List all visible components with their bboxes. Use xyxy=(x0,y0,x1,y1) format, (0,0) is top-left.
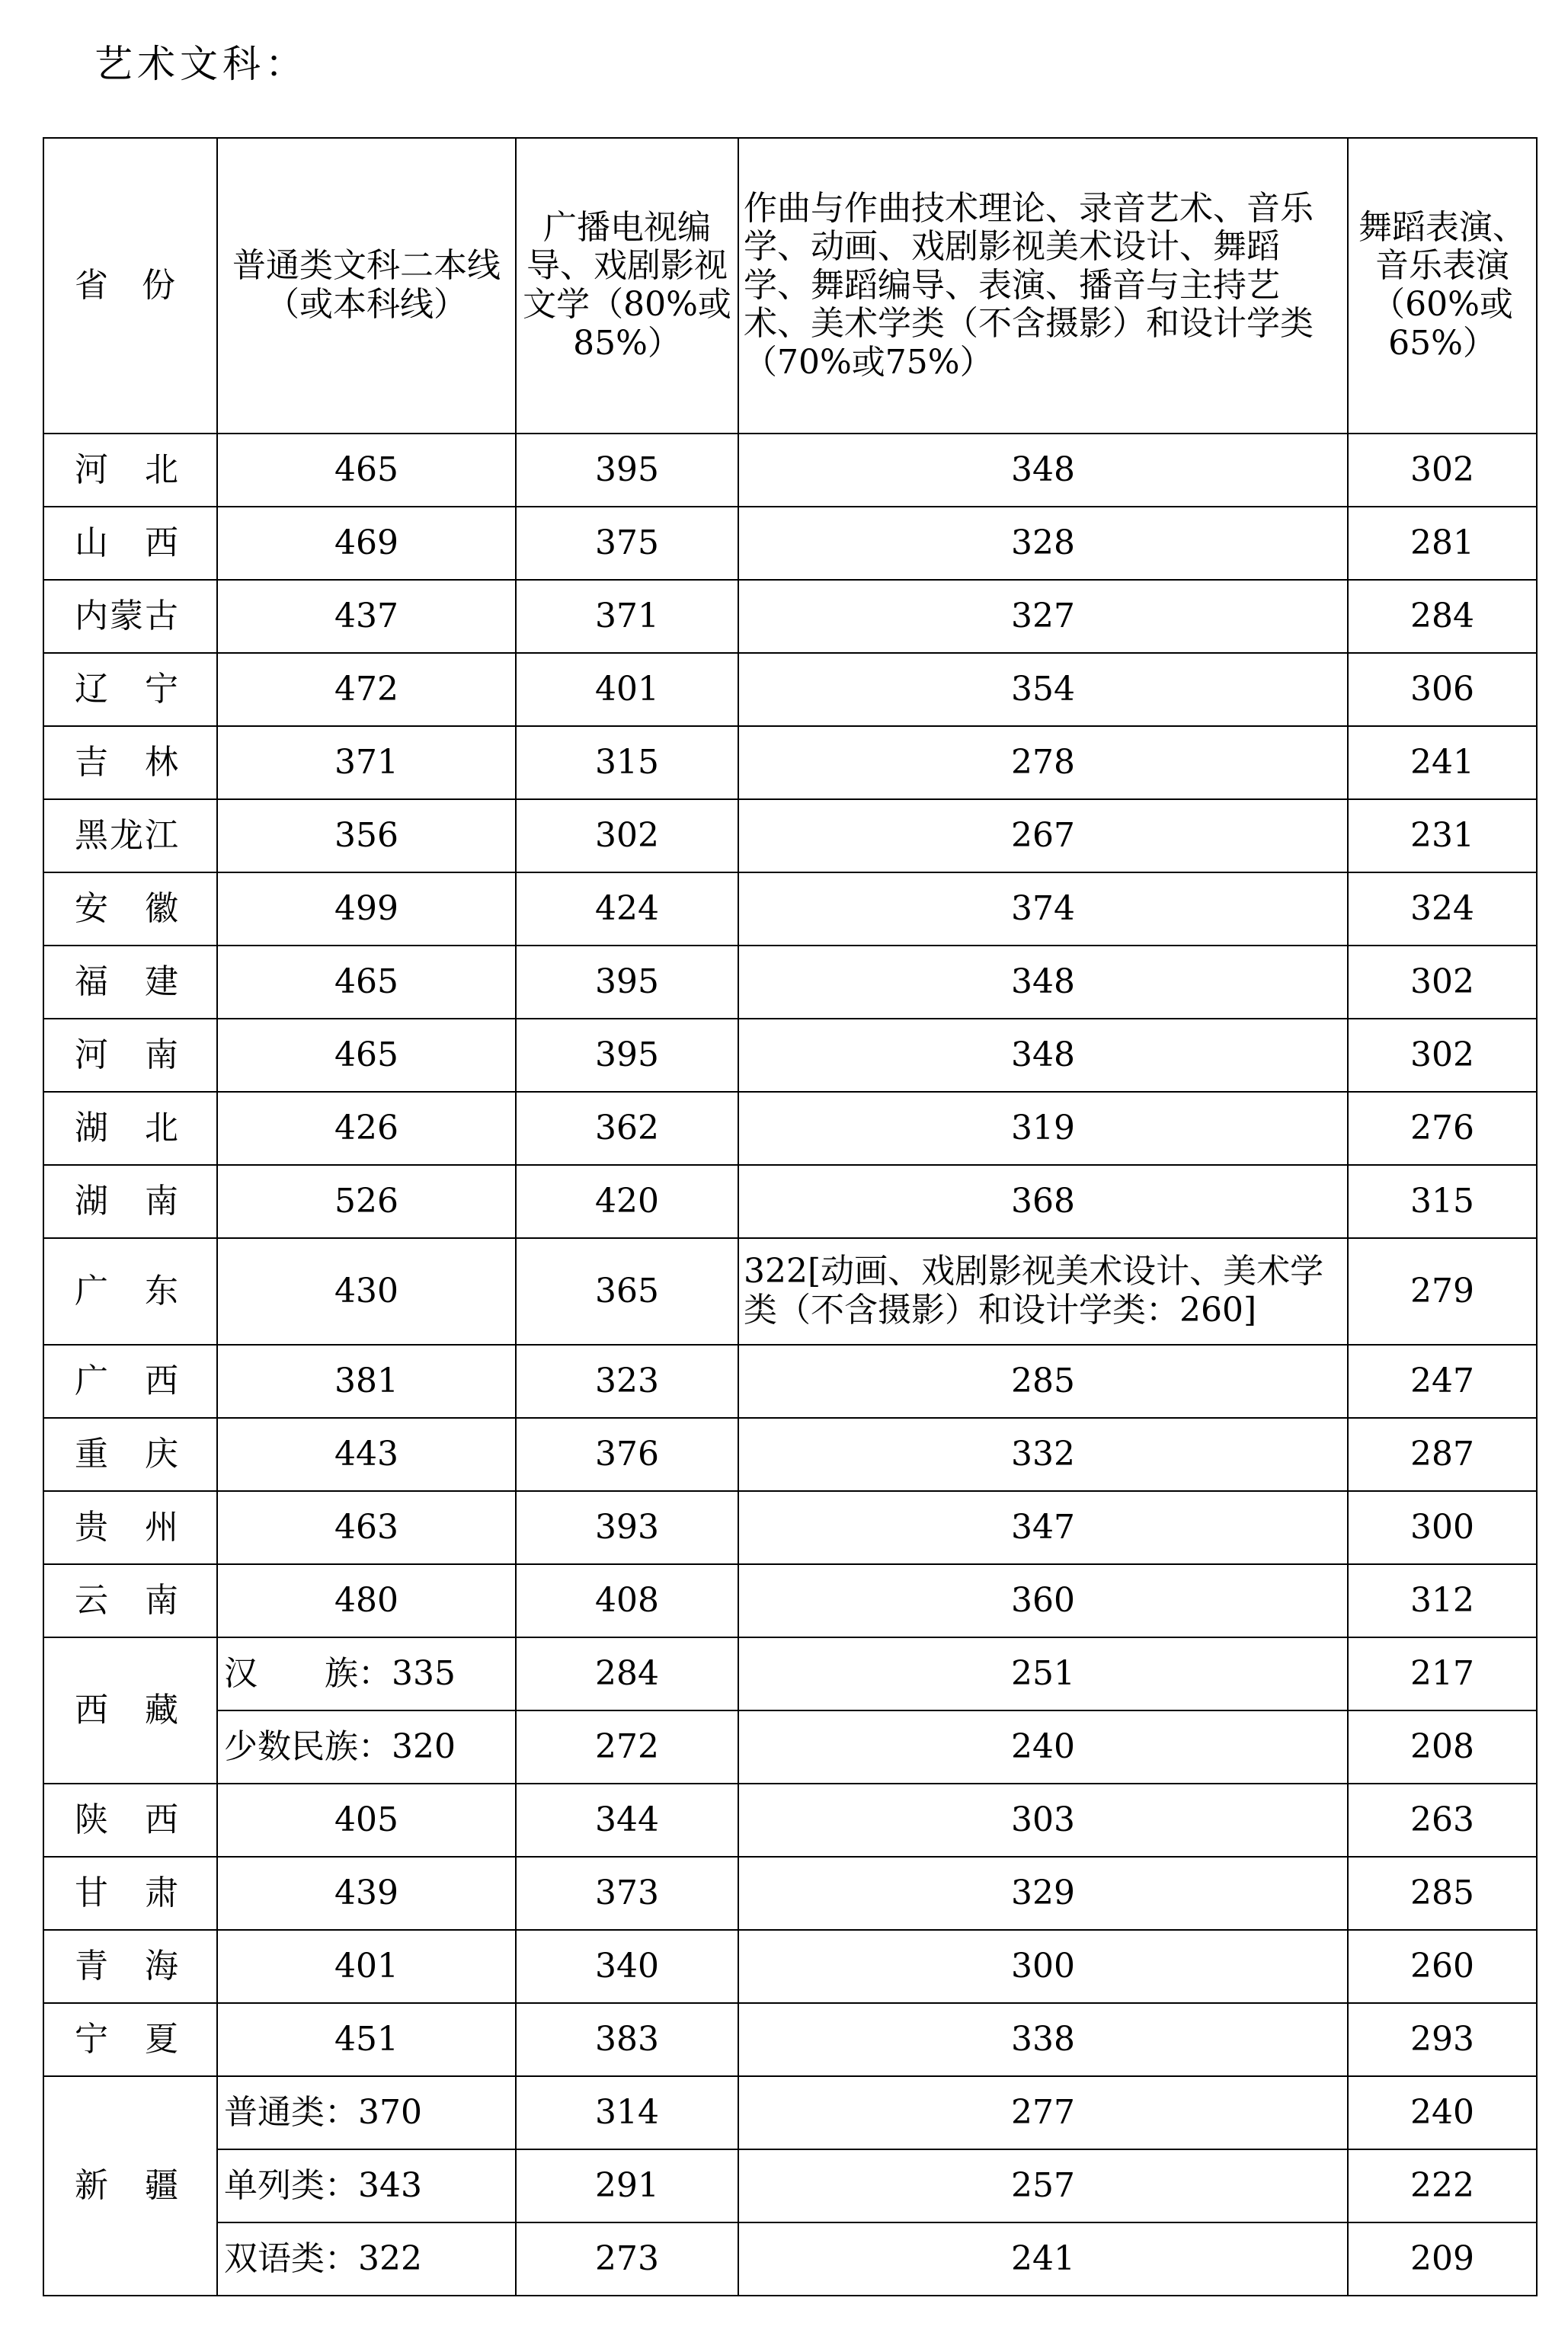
table-row xyxy=(43,1857,1537,1930)
col2-cell: 376 xyxy=(516,1418,738,1491)
col2-cell: 323 xyxy=(516,1345,738,1418)
col1-cell: 465 xyxy=(217,434,516,507)
col2-cell: 420 xyxy=(516,1165,738,1238)
col3-cell: 303 xyxy=(738,1784,1348,1857)
table-row xyxy=(43,872,1537,946)
col3-cell: 251 xyxy=(738,1637,1348,1710)
col2-cell: 273 xyxy=(516,2222,738,2296)
col1-cell: 汉 族：335 xyxy=(217,1637,516,1710)
table-row xyxy=(43,434,1537,507)
col1-cell: 465 xyxy=(217,946,516,1019)
province-cell: 山 西 xyxy=(43,507,217,580)
table-row xyxy=(43,1019,1537,1092)
table-row xyxy=(43,1637,1537,1710)
col3-cell: 327 xyxy=(738,580,1348,653)
col1-cell: 480 xyxy=(217,1564,516,1637)
province-cell: 黑龙江 xyxy=(43,799,217,872)
col3-cell: 267 xyxy=(738,799,1348,872)
province-cell: 辽 宁 xyxy=(43,653,217,726)
header-col4: 舞蹈表演、音乐表演（60%或65%） xyxy=(1348,138,1537,434)
table-row xyxy=(43,1710,1537,1784)
col1-cell: 463 xyxy=(217,1491,516,1564)
col1-cell: 普通类：370 xyxy=(217,2076,516,2149)
col4-cell: 231 xyxy=(1348,799,1537,872)
table-row xyxy=(43,1418,1537,1491)
col1-cell: 526 xyxy=(217,1165,516,1238)
province-cell: 河 南 xyxy=(43,1019,217,1092)
col2-cell: 314 xyxy=(516,2076,738,2149)
col4-cell: 208 xyxy=(1348,1710,1537,1784)
col2-cell: 371 xyxy=(516,580,738,653)
province-cell: 湖 南 xyxy=(43,1165,217,1238)
col3-cell: 328 xyxy=(738,507,1348,580)
col2-cell: 340 xyxy=(516,1930,738,2003)
col1-cell: 少数民族：320 xyxy=(217,1710,516,1784)
col4-cell: 276 xyxy=(1348,1092,1537,1165)
col4-cell: 263 xyxy=(1348,1784,1537,1857)
col4-cell: 279 xyxy=(1348,1238,1537,1345)
col3-cell: 348 xyxy=(738,434,1348,507)
col2-cell: 291 xyxy=(516,2149,738,2222)
col3-cell: 374 xyxy=(738,872,1348,946)
col1-cell: 499 xyxy=(217,872,516,946)
page-title: 艺术文科： xyxy=(94,42,308,86)
col4-cell: 287 xyxy=(1348,1418,1537,1491)
table-row xyxy=(43,507,1537,580)
col1-cell: 381 xyxy=(217,1345,516,1418)
col3-cell: 332 xyxy=(738,1418,1348,1491)
col2-cell: 395 xyxy=(516,434,738,507)
province-cell: 贵 州 xyxy=(43,1491,217,1564)
header-col2: 广播电视编导、戏剧影视文学（80%或85%） xyxy=(516,138,738,434)
score-table xyxy=(43,137,1538,2296)
province-cell: 吉 林 xyxy=(43,726,217,799)
col2-cell: 393 xyxy=(516,1491,738,1564)
col1-cell: 472 xyxy=(217,653,516,726)
col3-cell: 277 xyxy=(738,2076,1348,2149)
col2-cell: 302 xyxy=(516,799,738,872)
col3-cell: 360 xyxy=(738,1564,1348,1637)
header-col1: 普通类文科二本线（或本科线） xyxy=(217,138,516,434)
col2-cell: 344 xyxy=(516,1784,738,1857)
col4-cell: 247 xyxy=(1348,1345,1537,1418)
col1-cell: 437 xyxy=(217,580,516,653)
province-cell: 广 西 xyxy=(43,1345,217,1418)
col4-cell: 285 xyxy=(1348,1857,1537,1930)
header-province: 省 份 xyxy=(43,138,217,434)
col1-cell: 双语类：322 xyxy=(217,2222,516,2296)
col2-cell: 272 xyxy=(516,1710,738,1784)
province-cell: 湖 北 xyxy=(43,1092,217,1165)
table-row xyxy=(43,726,1537,799)
table-row xyxy=(43,1564,1537,1637)
col4-cell: 312 xyxy=(1348,1564,1537,1637)
province-cell: 云 南 xyxy=(43,1564,217,1637)
province-cell: 广 东 xyxy=(43,1238,217,1345)
col4-cell: 306 xyxy=(1348,653,1537,726)
col1-cell: 426 xyxy=(217,1092,516,1165)
table-row xyxy=(43,1345,1537,1418)
province-cell: 河 北 xyxy=(43,434,217,507)
table-row xyxy=(43,2003,1537,2076)
col3-cell: 241 xyxy=(738,2222,1348,2296)
province-cell: 重 庆 xyxy=(43,1418,217,1491)
col2-cell: 401 xyxy=(516,653,738,726)
col4-cell: 241 xyxy=(1348,726,1537,799)
col2-cell: 315 xyxy=(516,726,738,799)
col3-cell: 319 xyxy=(738,1092,1348,1165)
table-row xyxy=(43,2149,1537,2222)
col4-cell: 284 xyxy=(1348,580,1537,653)
col4-cell: 302 xyxy=(1348,946,1537,1019)
col3-cell: 300 xyxy=(738,1930,1348,2003)
col3-cell: 348 xyxy=(738,946,1348,1019)
col1-cell: 单列类：343 xyxy=(217,2149,516,2222)
col3-cell: 285 xyxy=(738,1345,1348,1418)
col1-cell: 356 xyxy=(217,799,516,872)
col4-cell: 300 xyxy=(1348,1491,1537,1564)
table-row xyxy=(43,1238,1537,1345)
col1-cell: 371 xyxy=(217,726,516,799)
col1-cell: 469 xyxy=(217,507,516,580)
col1-cell: 451 xyxy=(217,2003,516,2076)
col2-cell: 408 xyxy=(516,1564,738,1637)
col1-cell: 443 xyxy=(217,1418,516,1491)
table-row xyxy=(43,653,1537,726)
col2-cell: 395 xyxy=(516,946,738,1019)
table-row xyxy=(43,1165,1537,1238)
table-header-row xyxy=(43,138,1537,434)
province-cell: 青 海 xyxy=(43,1930,217,2003)
col2-cell: 424 xyxy=(516,872,738,946)
table-row xyxy=(43,2222,1537,2296)
col1-cell: 430 xyxy=(217,1238,516,1345)
province-cell: 宁 夏 xyxy=(43,2003,217,2076)
table-row xyxy=(43,1092,1537,1165)
table-row xyxy=(43,946,1537,1019)
province-cell: 西 藏 xyxy=(43,1637,217,1784)
col4-cell: 302 xyxy=(1348,434,1537,507)
col4-cell: 240 xyxy=(1348,2076,1537,2149)
col2-cell: 395 xyxy=(516,1019,738,1092)
col3-cell: 338 xyxy=(738,2003,1348,2076)
col3-cell: 329 xyxy=(738,1857,1348,1930)
col4-cell: 209 xyxy=(1348,2222,1537,2296)
col3-cell: 240 xyxy=(738,1710,1348,1784)
table-row xyxy=(43,1491,1537,1564)
province-cell: 内蒙古 xyxy=(43,580,217,653)
col2-cell: 362 xyxy=(516,1092,738,1165)
col3-cell: 257 xyxy=(738,2149,1348,2222)
col3-cell: 322[动画、戏剧影视美术设计、美术学类（不含摄影）和设计学类：260] xyxy=(738,1238,1348,1345)
col1-cell: 439 xyxy=(217,1857,516,1930)
col3-cell: 278 xyxy=(738,726,1348,799)
col4-cell: 302 xyxy=(1348,1019,1537,1092)
col3-cell: 368 xyxy=(738,1165,1348,1238)
col4-cell: 293 xyxy=(1348,2003,1537,2076)
col3-cell: 347 xyxy=(738,1491,1348,1564)
col2-cell: 375 xyxy=(516,507,738,580)
province-cell: 新 疆 xyxy=(43,2076,217,2296)
province-cell: 安 徽 xyxy=(43,872,217,946)
col2-cell: 383 xyxy=(516,2003,738,2076)
col4-cell: 281 xyxy=(1348,507,1537,580)
col3-cell: 348 xyxy=(738,1019,1348,1092)
table-row xyxy=(43,2076,1537,2149)
province-cell: 甘 肃 xyxy=(43,1857,217,1930)
province-cell: 福 建 xyxy=(43,946,217,1019)
col4-cell: 324 xyxy=(1348,872,1537,946)
col1-cell: 401 xyxy=(217,1930,516,2003)
col2-cell: 365 xyxy=(516,1238,738,1345)
table-row xyxy=(43,1784,1537,1857)
col1-cell: 465 xyxy=(217,1019,516,1092)
col4-cell: 217 xyxy=(1348,1637,1537,1710)
col4-cell: 315 xyxy=(1348,1165,1537,1238)
col2-cell: 373 xyxy=(516,1857,738,1930)
col3-cell: 354 xyxy=(738,653,1348,726)
header-col3: 作曲与作曲技术理论、录音艺术、音乐学、动画、戏剧影视美术设计、舞蹈学、舞蹈编导、表演、播音与主持艺术、美术学类（不含摄影）和设计学类（70%或75%） xyxy=(738,138,1348,434)
table-row xyxy=(43,580,1537,653)
table-row xyxy=(43,1930,1537,2003)
col4-cell: 222 xyxy=(1348,2149,1537,2222)
col4-cell: 260 xyxy=(1348,1930,1537,2003)
col1-cell: 405 xyxy=(217,1784,516,1857)
col2-cell: 284 xyxy=(516,1637,738,1710)
province-cell: 陕 西 xyxy=(43,1784,217,1857)
table-row xyxy=(43,799,1537,872)
